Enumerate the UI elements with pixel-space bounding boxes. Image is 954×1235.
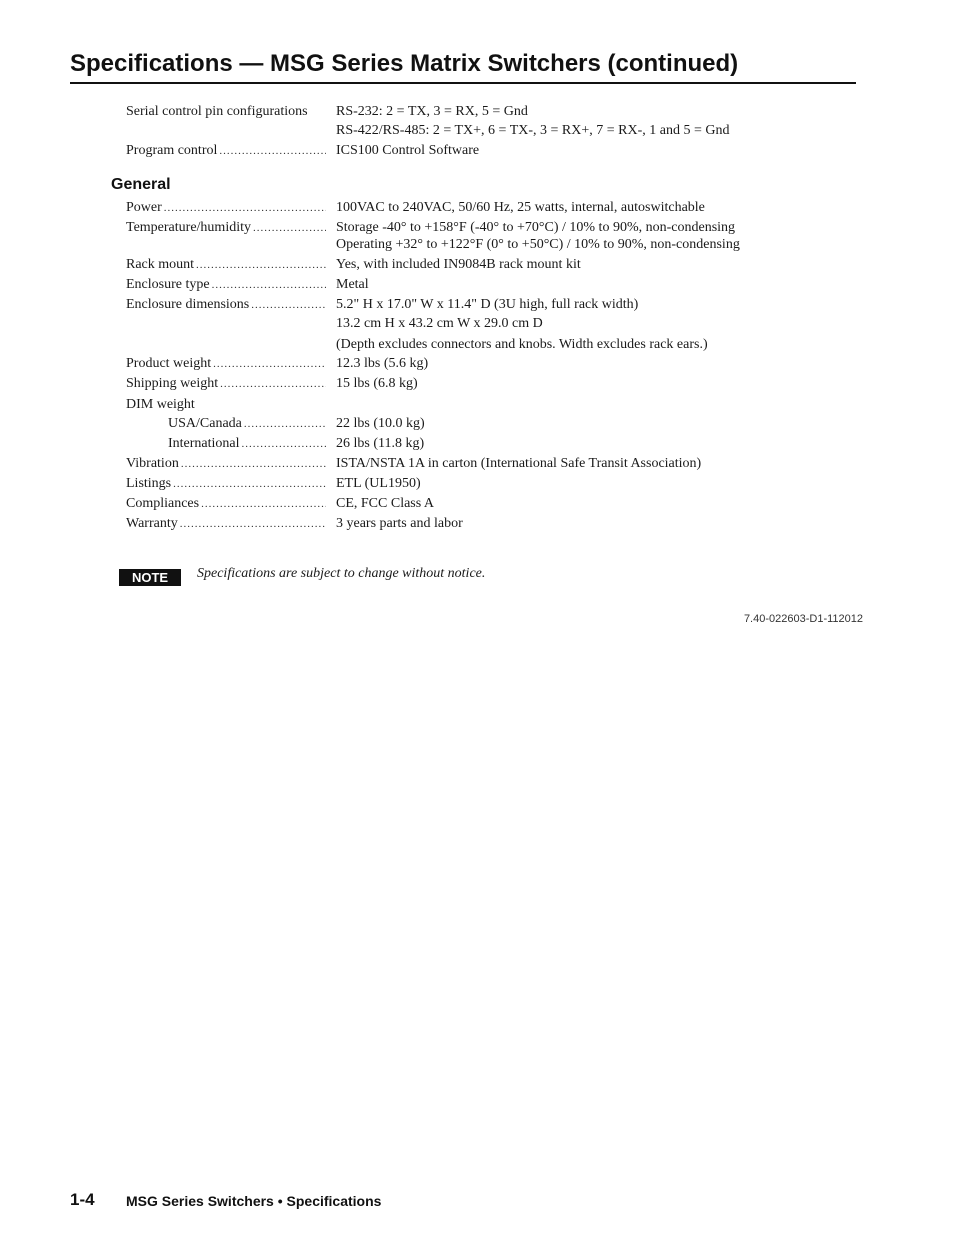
spec-label: Program control ..... <box>126 142 326 160</box>
leader-dots <box>219 142 326 160</box>
spec-label: Rack mount ..... <box>126 256 326 274</box>
spec-row-product-weight <box>0 355 954 373</box>
spec-label: Vibration ..... <box>126 455 326 473</box>
spec-row-temperature <box>0 219 954 237</box>
spec-label: Listings ..... <box>126 475 326 493</box>
page-title: Specifications — MSG Series Matrix Switchers (continued) <box>70 50 739 77</box>
note-text: Specifications are subject to change without notice. <box>197 566 486 581</box>
spec-row-dim-weight <box>0 396 954 414</box>
spec-value: 15 lbs (6.8 kg) <box>336 376 418 391</box>
leader-dots <box>173 475 326 493</box>
spec-value: ETL (UL1950) <box>336 476 421 491</box>
leader-dots <box>244 415 326 433</box>
section-heading-general: General <box>111 176 171 193</box>
spec-row-serial-pins <box>0 103 954 121</box>
spec-row-rack-mount <box>0 256 954 274</box>
spec-value: ISTA/NSTA 1A in carton (International Safe Transit Association) <box>336 456 702 471</box>
spec-label: Enclosure type ..... <box>126 276 326 294</box>
spec-row-enclosure-type <box>0 276 954 294</box>
spec-value: 26 lbs (11.8 kg) <box>336 436 425 451</box>
spec-value: 12.3 lbs (5.6 kg) <box>336 356 429 371</box>
spec-label: Compliances ..... <box>126 495 326 513</box>
spec-row-compliances <box>0 495 954 513</box>
spec-label: Temperature/humidity ..... <box>126 219 326 237</box>
spec-row-dim-weight-international <box>0 435 954 453</box>
spec-label: Enclosure dimensions ..... <box>126 296 326 314</box>
spec-row-power <box>0 199 954 217</box>
leader-dots <box>251 296 326 314</box>
spec-row-shipping-weight <box>0 375 954 393</box>
spec-row-enclosure-dimensions <box>0 296 954 314</box>
spec-value: Storage -40° to +158°F (-40° to +70°C) / 10% to 90%, non-condensing <box>336 220 736 235</box>
spec-value: Operating +32° to +122°F (0° to +50°C) / 10% to 90%, non-condensing <box>336 237 740 252</box>
spec-label: DIM weight <box>126 397 195 412</box>
spec-value: CE, FCC Class A <box>336 496 435 511</box>
leader-dots <box>180 515 326 533</box>
spec-label: Serial control pin configurations <box>126 104 308 119</box>
spec-label: Warranty ..... <box>126 515 326 533</box>
spec-value: RS-422/RS-485: 2 = TX+, 6 = TX-, 3 = RX+, 7 = RX-, 1 and 5 = Gnd <box>336 123 730 138</box>
leader-dots <box>164 199 326 217</box>
spec-row-enclosure-dimensions-note <box>0 336 954 354</box>
leader-dots <box>196 256 326 274</box>
spec-label: Product weight ..... <box>126 355 326 373</box>
spec-row-program-control <box>0 142 954 160</box>
spec-row-listings <box>0 475 954 493</box>
spec-value: 22 lbs (10.0 kg) <box>336 416 425 431</box>
footer-page-number: 1-4 <box>70 1190 95 1209</box>
spec-value: 13.2 cm H x 43.2 cm W x 29.0 cm D <box>336 316 543 331</box>
note-badge: NOTE <box>119 569 181 586</box>
spec-value: 3 years parts and labor <box>336 516 463 531</box>
leader-dots <box>220 375 326 393</box>
spec-value: Yes, with included IN9084B rack mount kit <box>336 257 581 272</box>
spec-row-warranty <box>0 515 954 533</box>
spec-label: Shipping weight ..... <box>126 375 326 393</box>
leader-dots <box>201 495 326 513</box>
spec-value: 5.2" H x 17.0" W x 11.4" D (3U high, full rack width) <box>336 297 639 312</box>
leader-dots <box>253 219 326 237</box>
spec-value: RS-232: 2 = TX, 3 = RX, 5 = Gnd <box>336 104 528 119</box>
spec-value: (Depth excludes connectors and knobs. Width excludes rack ears.) <box>336 337 708 352</box>
spec-row-vibration <box>0 455 954 473</box>
document-number: 7.40-022603-D1-112012 <box>743 613 863 625</box>
leader-dots <box>181 455 326 473</box>
spec-row-enclosure-dimensions-metric <box>0 315 954 333</box>
footer-title: MSG Series Switchers • Specifications <box>126 1193 382 1209</box>
spec-value: ICS100 Control Software <box>336 143 480 158</box>
spec-value: 100VAC to 240VAC, 50/60 Hz, 25 watts, internal, autoswitchable <box>336 200 705 215</box>
spec-label: International ..... <box>168 435 326 453</box>
title-divider <box>70 82 856 84</box>
spec-label: USA/Canada ..... <box>168 415 326 433</box>
spec-label: Power ..... <box>126 199 326 217</box>
leader-dots <box>242 435 326 453</box>
spec-row-dim-weight-usa <box>0 415 954 433</box>
spec-row-temperature-cont <box>0 236 954 254</box>
leader-dots <box>212 276 326 294</box>
leader-dots <box>213 355 326 373</box>
spec-value: Metal <box>336 277 369 292</box>
spec-row-serial-pins-cont <box>0 122 954 140</box>
